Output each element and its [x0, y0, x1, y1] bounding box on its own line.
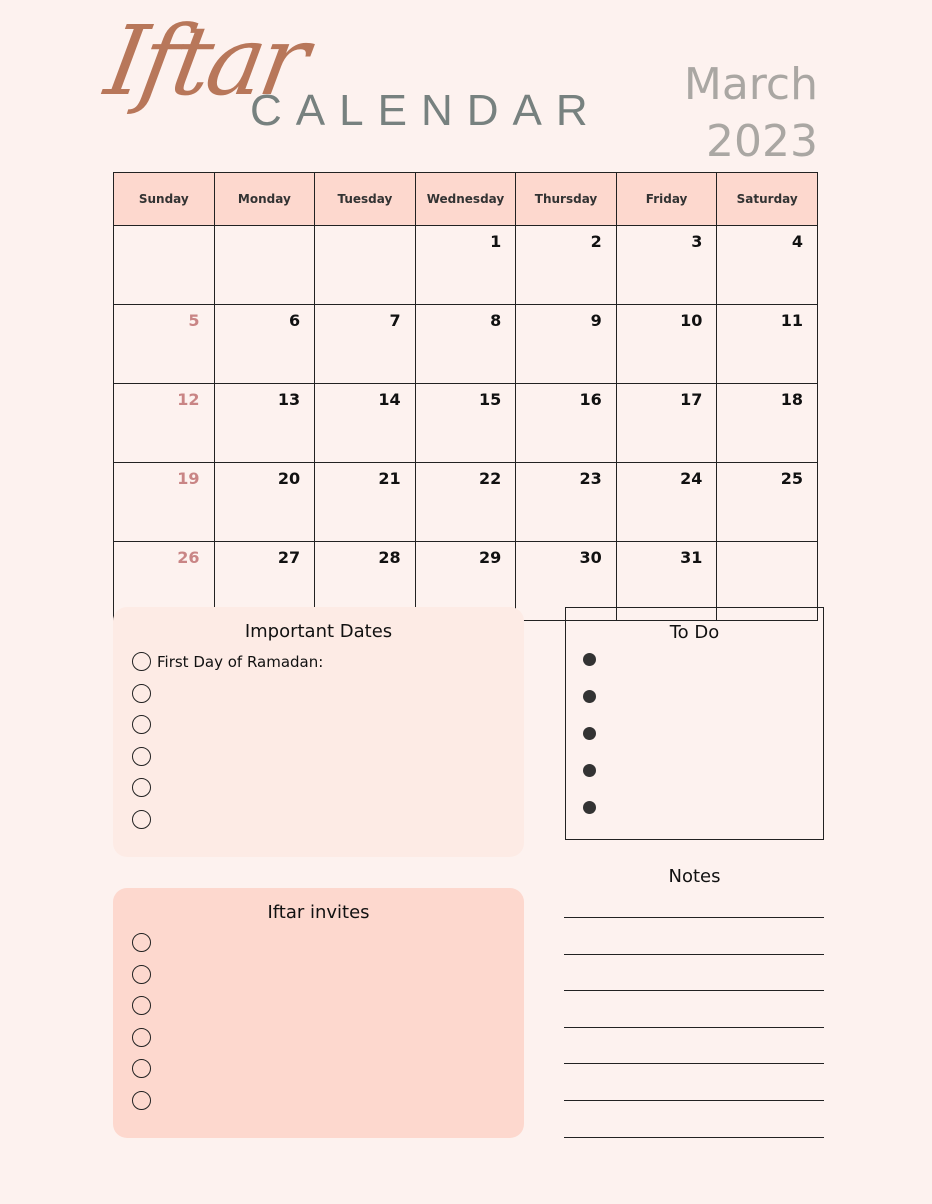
- day-cell[interactable]: 13: [214, 384, 315, 463]
- day-cell[interactable]: 24: [616, 463, 717, 542]
- bullet-icon: [583, 801, 596, 814]
- iftar-invites-panel: [113, 888, 524, 1138]
- checklist-row: [113, 741, 524, 773]
- note-line[interactable]: [564, 990, 824, 991]
- checklist-row: [113, 646, 524, 678]
- day-cell[interactable]: 29: [415, 542, 516, 621]
- day-cell[interactable]: 23: [516, 463, 617, 542]
- bullet-icon: [583, 653, 596, 666]
- day-cell[interactable]: 8: [415, 305, 516, 384]
- weekday-header: Monday: [214, 173, 315, 226]
- day-cell[interactable]: 19: [114, 463, 215, 542]
- important-dates-panel: [113, 607, 524, 857]
- day-cell[interactable]: 15: [415, 384, 516, 463]
- week-row: [114, 384, 818, 463]
- weekday-header: Friday: [616, 173, 717, 226]
- week-row: [114, 226, 818, 305]
- day-cell[interactable]: 20: [214, 463, 315, 542]
- month-year: [684, 56, 818, 170]
- day-cell[interactable]: 31: [616, 542, 717, 621]
- day-cell[interactable]: 10: [616, 305, 717, 384]
- day-cell[interactable]: 3: [616, 226, 717, 305]
- calendar-grid: [113, 172, 818, 621]
- weekday-header-row: [114, 173, 818, 226]
- day-cell[interactable]: 22: [415, 463, 516, 542]
- checklist-label: First Day of Ramadan:: [157, 652, 324, 671]
- checkbox-circle[interactable]: [132, 996, 151, 1015]
- notes-title: Notes: [668, 866, 721, 887]
- bullet-icon: [583, 690, 596, 703]
- empty-day-cell[interactable]: [214, 226, 315, 305]
- day-cell[interactable]: 14: [315, 384, 416, 463]
- week-row: [114, 463, 818, 542]
- checkbox-circle[interactable]: [132, 715, 151, 734]
- calendar-subtitle: CALENDAR: [250, 86, 602, 135]
- checkbox-circle[interactable]: [132, 933, 151, 952]
- checklist-row: [113, 990, 524, 1022]
- weekday-header: Sunday: [114, 173, 215, 226]
- note-line[interactable]: [564, 1027, 824, 1028]
- day-cell[interactable]: 4: [717, 226, 818, 305]
- day-cell[interactable]: 21: [315, 463, 416, 542]
- day-cell[interactable]: 12: [114, 384, 215, 463]
- weekday-header: Thursday: [516, 173, 617, 226]
- day-cell[interactable]: 6: [214, 305, 315, 384]
- day-cell[interactable]: 25: [717, 463, 818, 542]
- day-cell[interactable]: 16: [516, 384, 617, 463]
- week-row: [114, 305, 818, 384]
- checklist-row: [113, 772, 524, 804]
- todo-title: To Do: [669, 622, 720, 643]
- weekday-header: Tuesday: [315, 173, 416, 226]
- day-cell[interactable]: 27: [214, 542, 315, 621]
- day-cell[interactable]: 11: [717, 305, 818, 384]
- checkbox-circle[interactable]: [132, 965, 151, 984]
- day-cell[interactable]: 30: [516, 542, 617, 621]
- empty-day-cell[interactable]: [315, 226, 416, 305]
- note-line[interactable]: [564, 917, 824, 918]
- checklist-row: [113, 709, 524, 741]
- checklist-row: [113, 959, 524, 991]
- month-label: March: [683, 59, 818, 110]
- iftar-invites-title: Iftar invites: [267, 902, 370, 923]
- bullet-icon: [583, 727, 596, 740]
- day-cell[interactable]: 26: [114, 542, 215, 621]
- important-dates-title: Important Dates: [244, 621, 393, 642]
- day-cell[interactable]: 7: [315, 305, 416, 384]
- weekday-header: Saturday: [717, 173, 818, 226]
- checklist-row: [113, 1053, 524, 1085]
- checkbox-circle[interactable]: [132, 652, 151, 671]
- note-line[interactable]: [564, 1137, 824, 1138]
- checklist-row: [113, 804, 524, 836]
- day-cell[interactable]: 17: [616, 384, 717, 463]
- checkbox-circle[interactable]: [132, 810, 151, 829]
- checkbox-circle[interactable]: [132, 747, 151, 766]
- todo-box: [565, 607, 824, 840]
- checkbox-circle[interactable]: [132, 1059, 151, 1078]
- empty-day-cell[interactable]: [114, 226, 215, 305]
- day-cell[interactable]: 5: [114, 305, 215, 384]
- weekday-header: Wednesday: [415, 173, 516, 226]
- checkbox-circle[interactable]: [132, 778, 151, 797]
- day-cell[interactable]: 9: [516, 305, 617, 384]
- day-cell[interactable]: 1: [415, 226, 516, 305]
- note-line[interactable]: [564, 954, 824, 955]
- year-label: 2023: [706, 116, 818, 168]
- checklist-row: [113, 678, 524, 710]
- checklist-row: [113, 1085, 524, 1117]
- bullet-icon: [583, 764, 596, 777]
- checkbox-circle[interactable]: [132, 1028, 151, 1047]
- day-cell[interactable]: 2: [516, 226, 617, 305]
- checklist-row: [113, 1022, 524, 1054]
- checkbox-circle[interactable]: [132, 1091, 151, 1110]
- checklist-row: [113, 927, 524, 959]
- note-line[interactable]: [564, 1063, 824, 1064]
- checkbox-circle[interactable]: [132, 684, 151, 703]
- day-cell[interactable]: 28: [315, 542, 416, 621]
- script-title: Iftar: [98, 5, 314, 117]
- day-cell[interactable]: 18: [717, 384, 818, 463]
- note-line[interactable]: [564, 1100, 824, 1101]
